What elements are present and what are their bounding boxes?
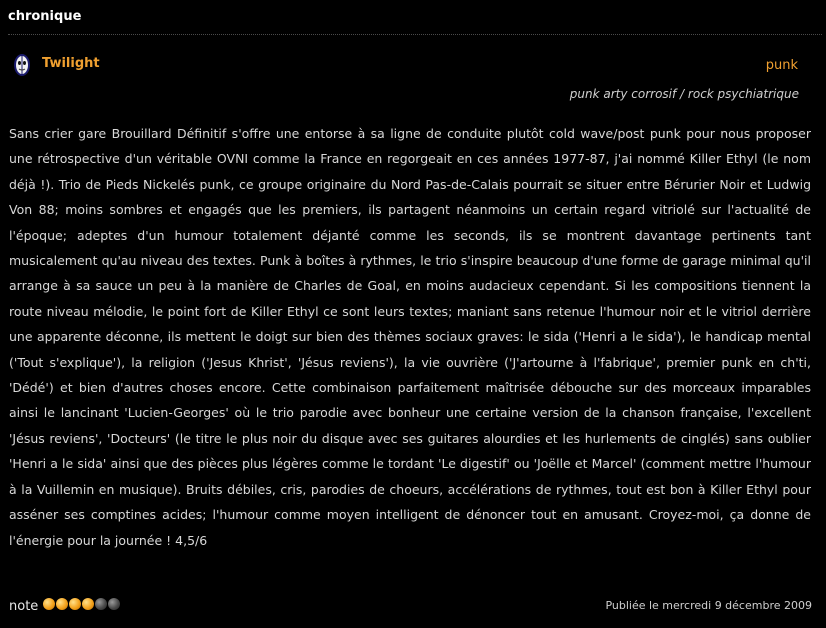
rating-dot-filled-icon xyxy=(56,598,68,610)
rating-dot-empty-icon xyxy=(95,598,107,610)
publish-date: Publiée le mercredi 9 décembre 2009 xyxy=(605,599,812,612)
author-avatar-icon[interactable] xyxy=(13,53,31,77)
section-title: chronique xyxy=(8,9,82,24)
rating xyxy=(9,598,121,614)
rating-dot-filled-icon xyxy=(82,598,94,610)
rating-dot-filled-icon xyxy=(43,598,55,610)
rating-label: note xyxy=(9,598,39,614)
review-body: Sans crier gare Brouillard Définitif s'offre une entorse à sa ligne de conduite plutôt cold wave/post punk pour nous proposer une rétrospective d'un véritable OVNI comme la France en regorgeait en ces années 1977-87, j'ai nommé Killer Ethyl (le nom déjà !). Trio de Pieds Nickelés punk, ce groupe originaire du Nord Pas-de-Calais pourrait se situer entre Bérurier Noir et Ludwig Von 88; moins sombres et engagés que les premiers, ils partagent néanmoins un certain regard vitriolé sur l'actualité de l'époque; adeptes d'un humour totalement déjanté comme les seconds, ils se montrent davantage pertinents tant musicalement qu'au niveau des textes. Punk à boîtes à rythmes, le trio s'inspire beaucoup d'une forme de garage minimal qu'il arrange à sa sauce un peu à la manière de Charles de Goal, en moins audacieux cependant. Si les compositions tiennent la route niveau mélodie, le point fort de Killer Ethyl ce sont leurs textes; maniant sans retenue l'humour noir et le vitriol derrière une apparente déconne, ils mettent le doigt sur bien des thèmes sociaux graves: le sida ('Henri a le sida'), le handicap mental ('Tout s'explique'), la religion ('Jesus Khrist', 'Jésus reviens'), la vie ouvrière ('J'artourne à l'fabrique', premier punk en ch'ti, 'Dédé') et bien d'autres choses encore. Cette combinaison parfaitement maîtrisée débouche sur des morceaux imparables ainsi le lancinant 'Lucien-Georges' où le trio parodie avec bonheur une certaine version de la chanson française, l'excellent 'Jésus reviens', 'Docteurs' (le titre le plus noir du disque avec ses guitares alourdies et les hurlements de cinglés) sans oublier 'Henri a le sida' ainsi que des pièces plus légères comme le tordant 'Le digestif' ou 'Joëlle et Marcel' (comment mettre l'humour à la Vuillemin en musique). Bruits débiles, cris, parodies de choeurs, accélérations de rythmes, tout est bon à Killer Ethyl pour asséner ses comptines acides; l'humour comme moyen intelligent de dénoncer tout en amusant. Croyez-moi, ça donne de l'énergie pour la journée ! 4,5/6 xyxy=(9,126,811,548)
rating-dots xyxy=(43,598,121,614)
genre-link[interactable]: punk xyxy=(765,58,798,73)
author-link[interactable]: Twilight xyxy=(42,56,100,71)
rating-dot-filled-icon xyxy=(69,598,81,610)
section-divider xyxy=(8,34,822,35)
rating-dot-empty-icon xyxy=(108,598,120,610)
subgenre: punk arty corrosif / rock psychiatrique xyxy=(569,87,799,101)
